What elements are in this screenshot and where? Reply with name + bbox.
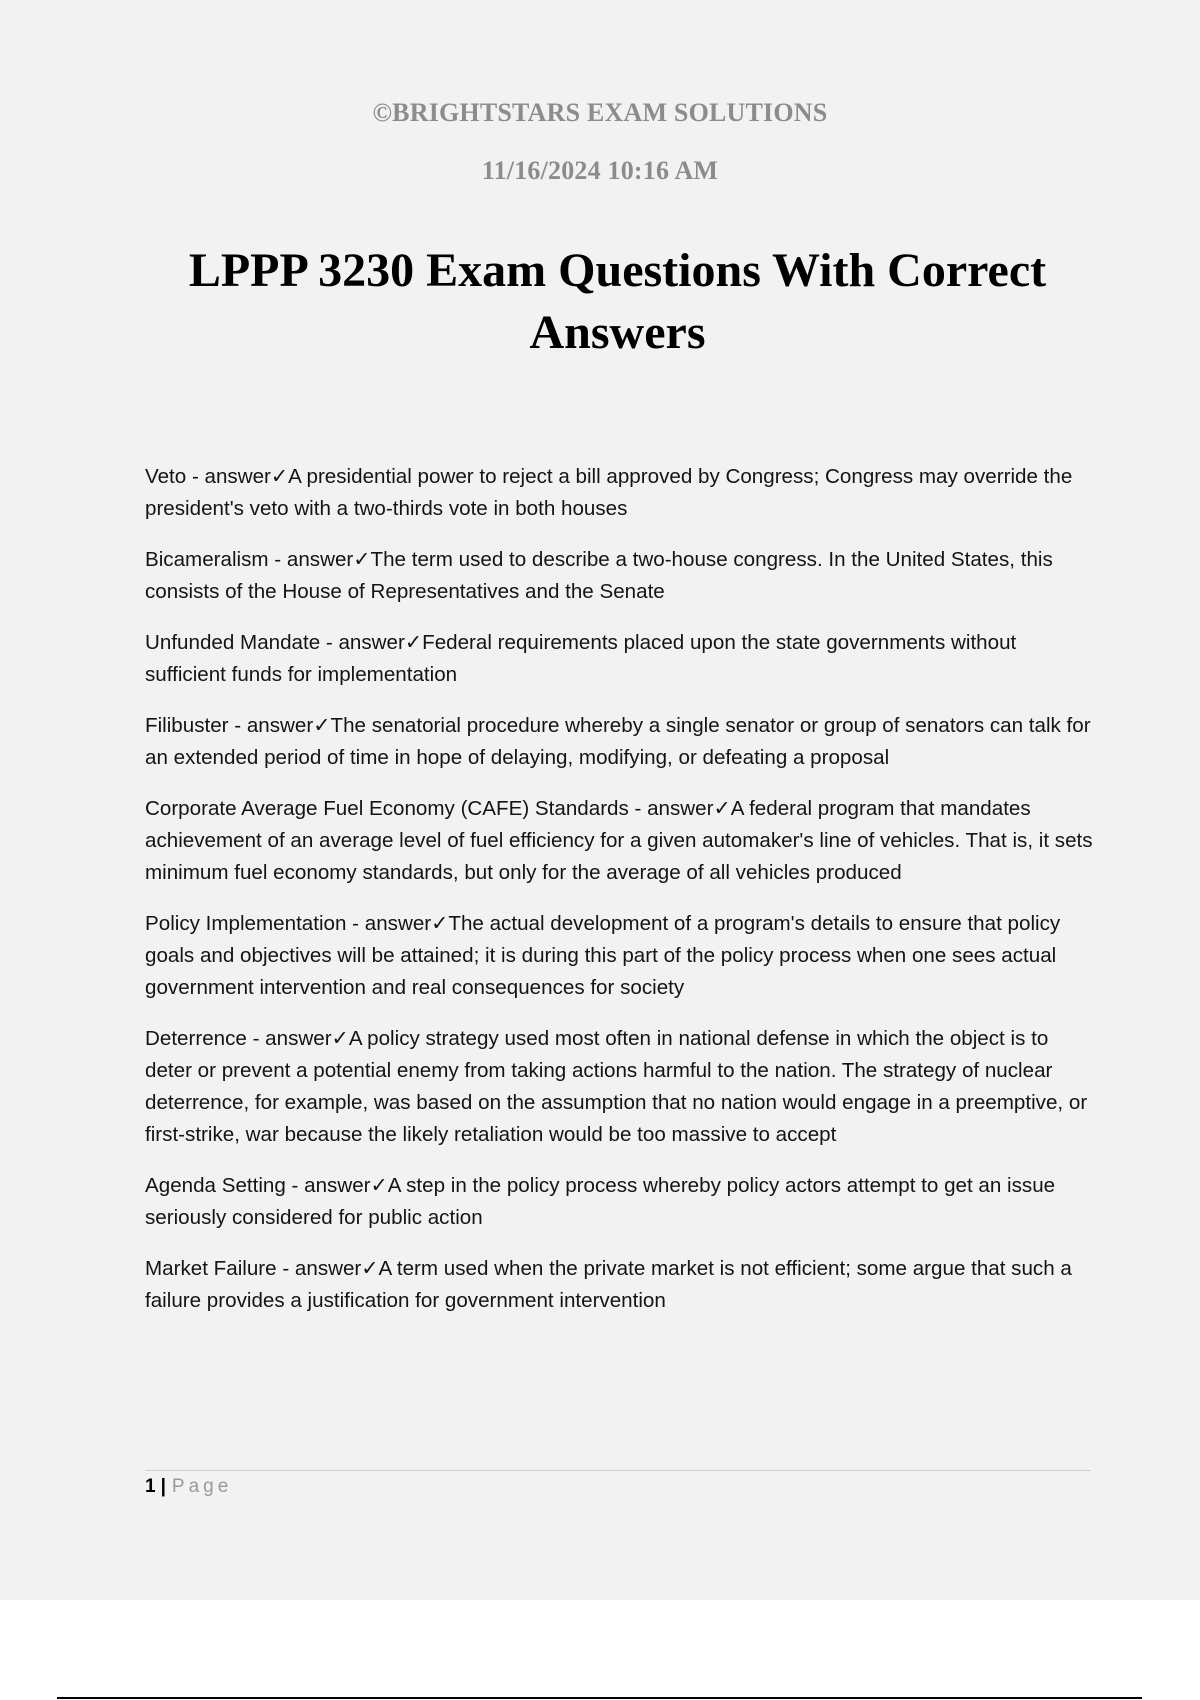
qa-item: Unfunded Mandate - answer✓Federal requirements placed upon the state governments without sufficient funds for implementation — [145, 631, 1017, 686]
page-label: Page — [171, 1476, 233, 1497]
qa-item: Filibuster - answer✓The senatorial procedure whereby a single senator or group of senators can talk for an extended period of time in hope of delaying, modifying, or defeating a proposal — [145, 714, 1091, 769]
qa-item: Market Failure - answer✓A term used when the private market is not efficient; some argue that such a failure provides a justification for government intervention — [145, 1257, 1072, 1312]
qa-item: Agenda Setting - answer✓A step in the policy process whereby policy actors attempt to get an issue seriously considered for public action — [145, 1174, 1056, 1229]
qa-item: Policy Implementation - answer✓The actual development of a program's details to ensure that policy goals and objectives will be attained; it is during this part of the policy process when one sees actual government intervention and real consequences for society — [145, 912, 1061, 999]
header-date: 11/16/2024 10:16 AM — [481, 156, 719, 185]
page-number: 1 — [145, 1476, 156, 1497]
page-footer — [145, 1474, 232, 1500]
qa-item: Bicameralism - answer✓The term used to describe a two-house congress. In the United States, this consists of the House of Representatives and the Senate — [145, 548, 1053, 603]
footer-divider — [145, 1470, 1091, 1471]
footer-separator: | — [160, 1476, 166, 1497]
document-title: LPPP 3230 Exam Questions With Correct Answers — [188, 244, 1047, 359]
qa-item: Veto - answer✓A presidential power to reject a bill approved by Congress; Congress may override the president's veto with a two-thirds vote in both houses — [145, 465, 1073, 520]
header-company: ©BRIGHTSTARS EXAM SOLUTIONS — [372, 98, 828, 127]
qa-item: Deterrence - answer✓A policy strategy used most often in national defense in which the object is to deter or prevent a potential enemy from taking actions harmful to the nation. The strategy of nuclear deterrence, for example, was based on the assumption that no nation would engage in a preemptive, or first-strike, war because the likely retaliation would be too massive to accept — [145, 1027, 1088, 1146]
next-page-divider — [57, 1697, 1142, 1699]
qa-list — [145, 461, 1095, 1336]
qa-item: Corporate Average Fuel Economy (CAFE) Standards - answer✓A federal program that mandates achievement of an average level of fuel efficiency for a given automaker's line of vehicles. That is, it sets minimum fuel economy standards, but only for the average of all vehicles produced — [145, 797, 1093, 884]
